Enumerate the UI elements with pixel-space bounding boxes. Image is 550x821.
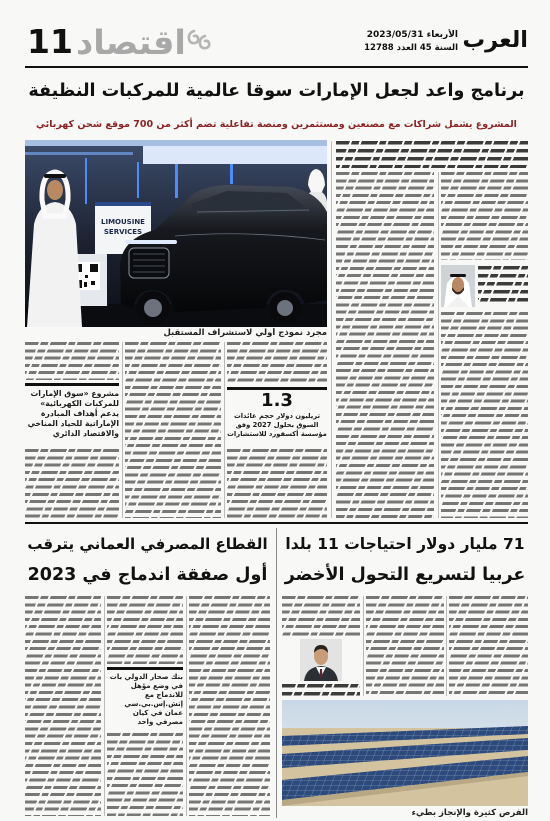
green-headline-line-2: عربيا لتسريع التحول الأخضر (284, 565, 526, 585)
stat-value: 1.3 (261, 390, 293, 411)
stat-box (227, 387, 327, 445)
green-headline-line-1: 71 مليار دولار احتياجات 11 بلدا (285, 535, 525, 553)
article-text-column (366, 596, 444, 696)
lead-photo (25, 140, 327, 327)
lead-headline: برنامج واعد لجعل الإمارات سوقا عالمية للمركبات النظيفة (28, 81, 525, 101)
column-divider (104, 596, 105, 816)
solar-photo-caption: الفرص كثيرة والإنجاز بطيء (411, 808, 528, 818)
article-text-column (107, 596, 183, 664)
expert-portrait (300, 639, 342, 681)
column-divider (438, 172, 439, 518)
sign-line-1: LIMOUSINE (101, 218, 145, 226)
portrait-caption-text (478, 266, 528, 306)
article-text-column (336, 172, 434, 518)
banking-headline-line-2: أول صفقة اندماج في 2023 (27, 565, 268, 585)
article-text-column (449, 596, 528, 696)
column-divider (224, 342, 225, 518)
article-intro-text (336, 141, 528, 168)
article-text-column (441, 312, 528, 518)
article-text-column (227, 449, 327, 518)
official-portrait (441, 265, 475, 307)
article-text-column (441, 172, 528, 260)
article-divider (276, 528, 277, 818)
column-divider (122, 342, 123, 518)
article-text-column (25, 596, 101, 816)
lead-photo-caption: مجرد نموذج أولي لاستشراف المستقبل (163, 328, 327, 338)
issue-number: السنة 45 العدد 12788 (364, 43, 458, 53)
article-text-column (282, 596, 360, 636)
banking-pull-quote: بنك صحار الدولي بات في وضع مؤهل للاندماج مع إتش.إس.بي.سي عمان في كيان مصرفي واحد (107, 667, 183, 729)
solar-farm-photo (282, 700, 528, 806)
page-number: 11 (27, 22, 73, 61)
article-text-column (25, 449, 119, 518)
issue-date: الأربعاء 2023/05/31 (366, 30, 458, 40)
portrait-caption-text (282, 684, 360, 696)
section-label: اقتصاد (76, 23, 186, 62)
section-swirl-icon (187, 27, 211, 53)
stat-text: تريليون دولار حجم عائدات السوق بحلول 2027 وفق مؤسسة أكسفورد للاستشارات (227, 412, 327, 438)
sign-line-2: SERVICES (103, 228, 143, 236)
article-text-column (227, 342, 327, 384)
article-text-column (125, 342, 221, 518)
lead-subheadline: المشروع يشمل شراكات مع مصنعين ومستثمرين ومنصة تفاعلية تضم أكثر من 700 موقع شحن كهربائي (36, 119, 517, 130)
column-divider (186, 596, 187, 816)
article-text-column (107, 733, 183, 816)
article-text-column (25, 342, 119, 380)
section-rule (25, 522, 528, 524)
column-divider (363, 596, 364, 696)
issue-info (362, 29, 458, 57)
banking-headline-line-1: القطاع المصرفي العماني يترقب (27, 535, 268, 553)
column-divider (446, 596, 447, 696)
newspaper-logo: العرب (462, 27, 528, 53)
column-divider (331, 141, 332, 518)
lead-pull-quote: مشروع «سوق الإمارات للمركبات الكهربائية» يدعم أهداف المبادرة الإماراتية للحياد المناخي والاقتصاد الدائري (25, 383, 119, 445)
article-text-column (189, 596, 270, 816)
masthead-rule (25, 66, 528, 68)
